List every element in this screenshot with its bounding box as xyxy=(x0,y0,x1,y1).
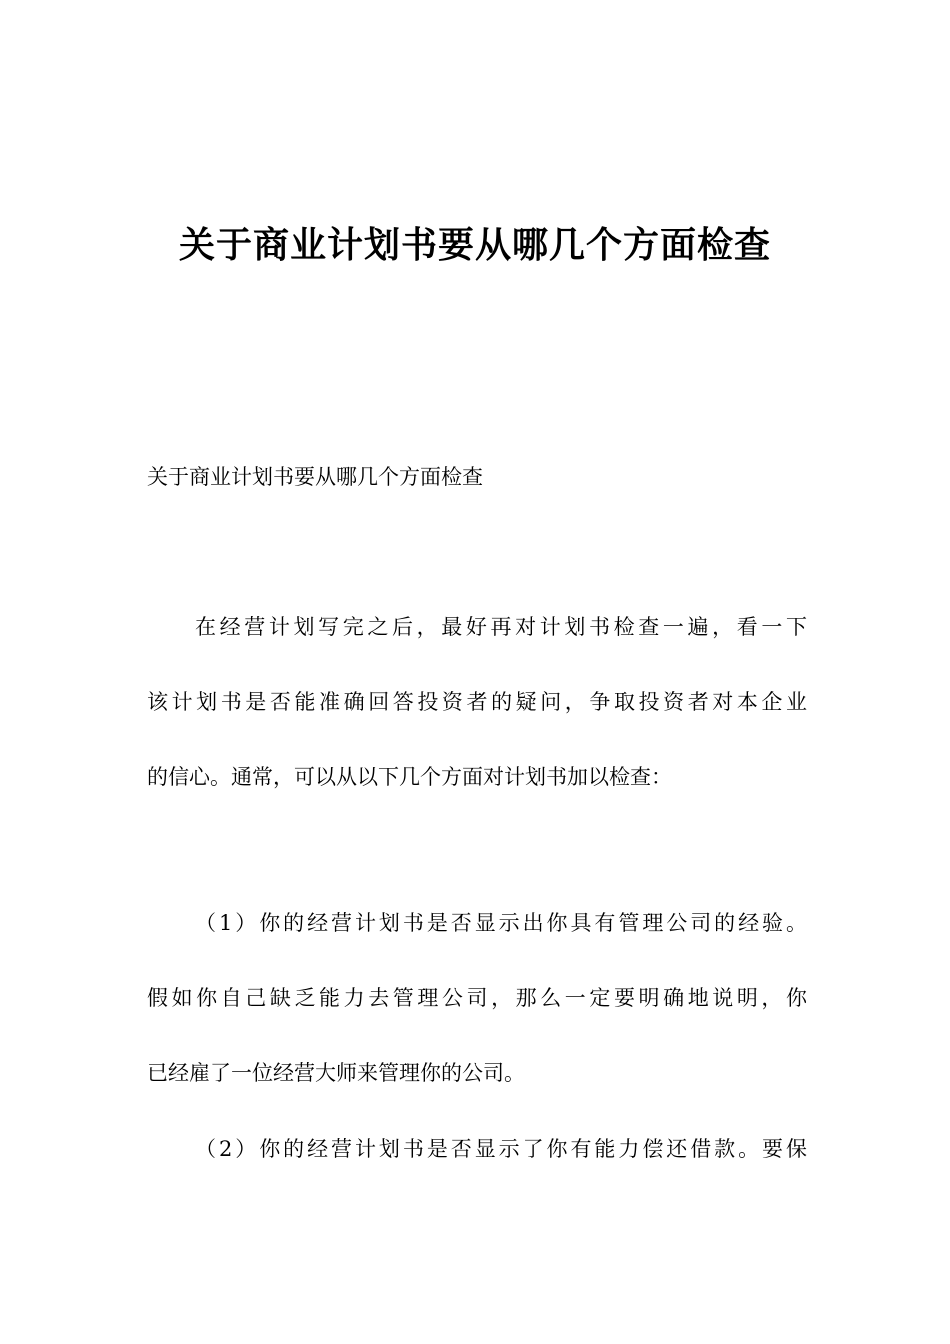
paragraph-line: 在经营计划写完之后，最好再对计划书检查一遍，看一下 xyxy=(195,615,807,639)
document-title: 关于商业计划书要从哪几个方面检查 xyxy=(178,225,771,266)
paragraph-intro xyxy=(147,612,807,792)
paragraph-point-2 xyxy=(147,1134,807,1164)
document-subtitle: 关于商业计划书要从哪几个方面检查 xyxy=(147,465,483,489)
paragraph-line: 的信心。通常，可以从以下几个方面对计划书加以检查： xyxy=(147,765,672,789)
paragraph-line: 该计划书是否能准确回答投资者的疑问，争取投资者对本企业 xyxy=(147,690,807,714)
paragraph-line: （1）你的经营计划书是否显示出你具有管理公司的经验。 xyxy=(195,911,807,935)
paragraph-line: 假如你自己缺乏能力去管理公司，那么一定要明确地说明，你 xyxy=(147,986,807,1010)
paragraph-point-1 xyxy=(147,908,807,1088)
paragraph-line: 已经雇了一位经营大师来管理你的公司。 xyxy=(147,1061,525,1085)
paragraph-line: （2）你的经营计划书是否显示了你有能力偿还借款。要保 xyxy=(195,1137,807,1161)
